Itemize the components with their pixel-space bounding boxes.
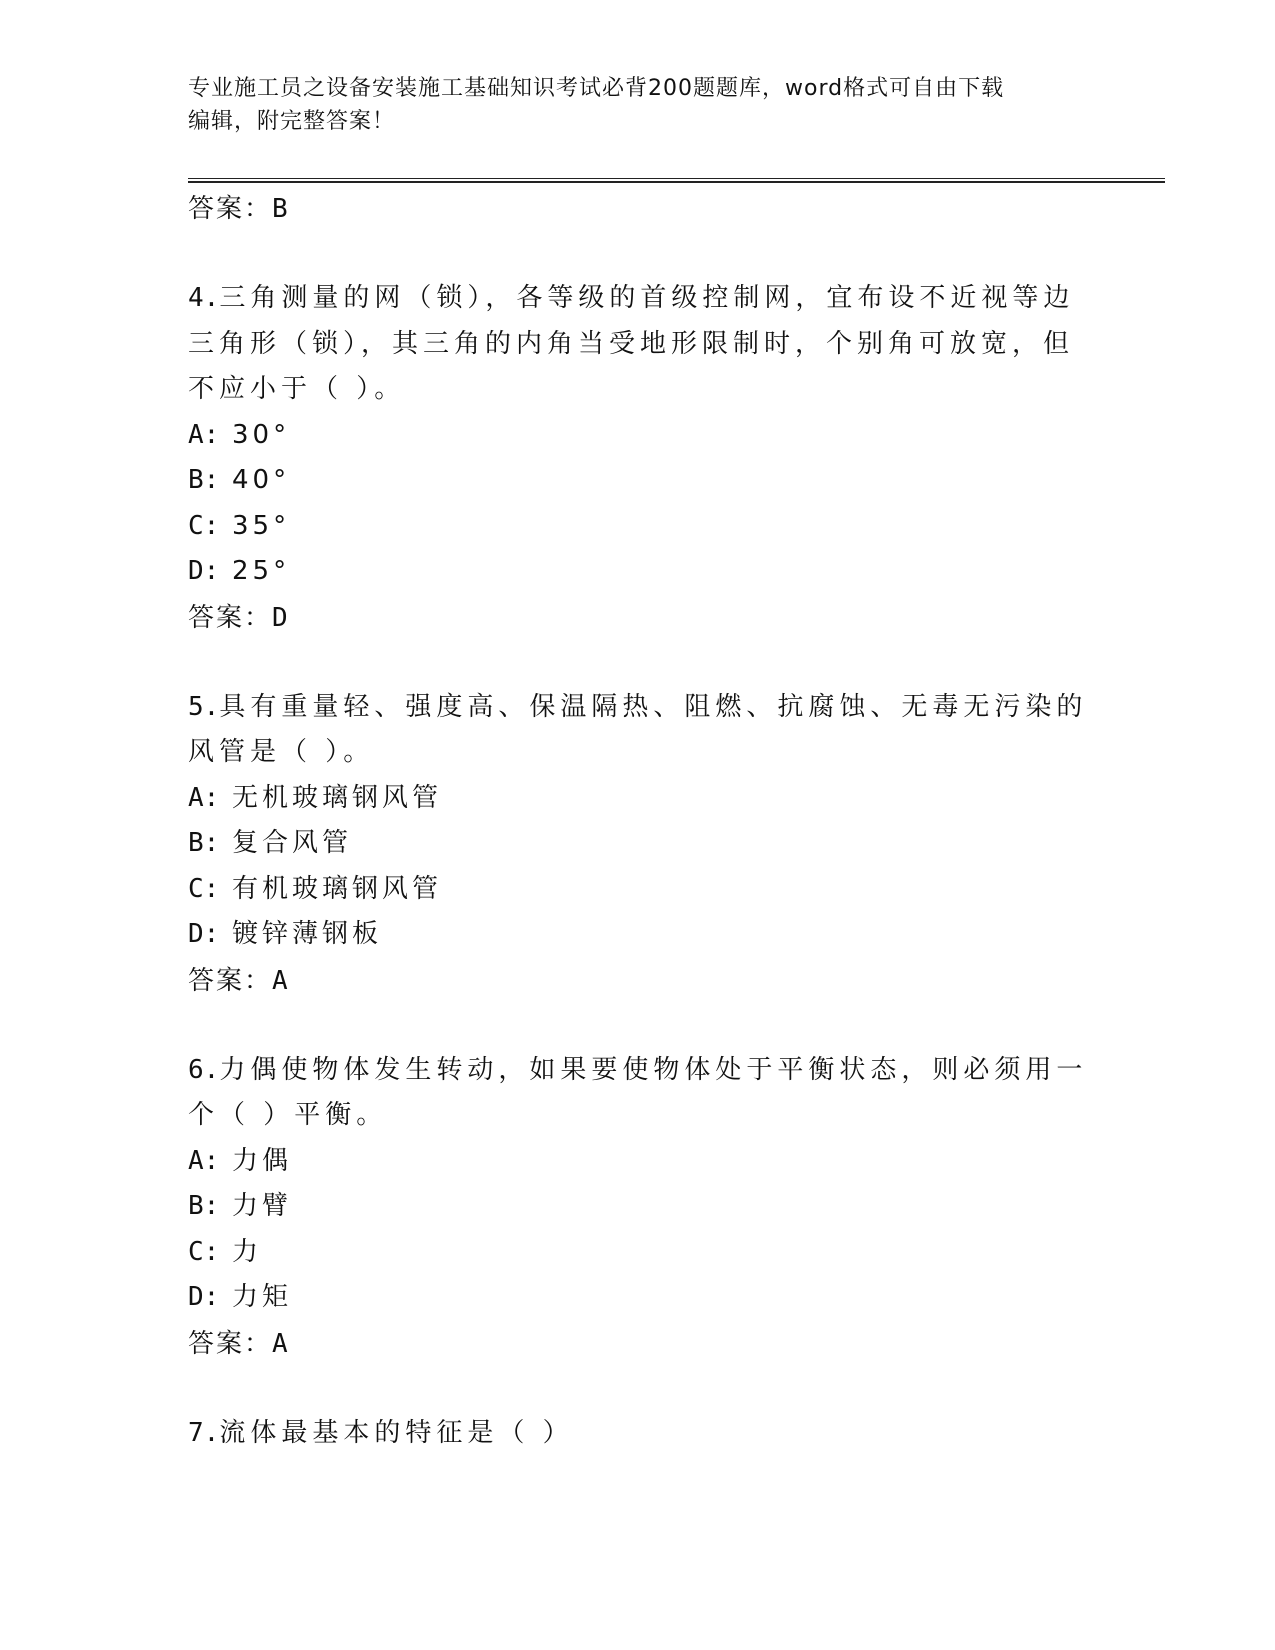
option-text: 力 [232,1236,263,1267]
question-number: 6. [188,1054,220,1085]
option-d [188,549,1088,595]
option-text: 无机玻璃钢风管 [232,782,443,813]
option-d [188,912,1088,958]
option-c [188,867,1088,913]
option-letter: B: [188,828,220,858]
option-a [188,413,1088,459]
option-letter: D: [188,556,220,586]
answer-label: 答案： [188,194,273,224]
answer-value: A [272,1328,290,1359]
question-item [188,276,1088,641]
option-d [188,1275,1088,1321]
option-a [188,1139,1088,1185]
answer-line [188,595,1088,641]
question-body: 三角测量的网（锁），各等级的首级控制网，宜布设不近视等边三角形（锁），其三角的内角当受地形限制时，个别角可放宽，但不应小于（ ）。 [188,283,1075,404]
option-letter: B: [188,465,220,495]
option-letter: C: [188,510,220,541]
question-text [188,1411,1088,1457]
option-c [188,1230,1088,1276]
question-text [188,685,1088,776]
option-text: 镀锌薄钢板 [232,919,383,949]
question-body: 具有重量轻、强度高、保温隔热、阻燃、抗腐蚀、无毒无污染的风管是（ ）。 [188,691,1088,767]
answer-value: A [272,965,290,996]
question-number: 4. [188,283,220,313]
question-text [188,1048,1088,1139]
option-b [188,1184,1088,1230]
page-header [188,72,1088,138]
option-letter: A: [188,1145,220,1176]
option-letter: D: [188,919,220,949]
option-text: 30° [232,419,291,450]
question-list [188,186,1088,1456]
option-text: 力臂 [232,1191,293,1221]
header-line-1: 专业施工员之设备安装施工基础知识考试必背200题题库，word格式可自由下载 [188,76,1005,101]
question-item [188,1411,1088,1457]
option-text: 40° [232,465,291,495]
question-number: 5. [188,691,220,722]
question-body: 力偶使物体发生转动，如果要使物体处于平衡状态，则必须用一个（ ）平衡。 [188,1054,1088,1130]
option-letter: A: [188,782,220,813]
header-divider [188,178,1165,183]
question-body: 流体最基本的特征是（ ） [219,1417,574,1448]
option-text: 复合风管 [232,828,353,858]
option-letter: B: [188,1191,220,1221]
question-text [188,276,1088,413]
answer-line [188,186,1088,232]
option-text: 力偶 [232,1145,293,1176]
option-a [188,776,1088,822]
question-item [188,1048,1088,1367]
option-letter: C: [188,873,220,904]
option-c [188,504,1088,550]
question-number: 7. [188,1417,220,1448]
option-letter: D: [188,1282,220,1312]
option-text: 25° [232,556,291,586]
option-b [188,458,1088,504]
option-text: 35° [232,510,291,541]
header-line-2: 编辑，附完整答案！ [188,109,396,134]
option-b [188,821,1088,867]
question-item [188,685,1088,1004]
option-letter: A: [188,419,220,450]
answer-label: 答案： [188,965,273,996]
answer-label: 答案： [188,1328,273,1359]
answer-label: 答案： [188,602,273,633]
answer-value: D [272,602,290,633]
option-letter: C: [188,1236,220,1267]
answer-line [188,958,1088,1004]
option-text: 有机玻璃钢风管 [232,873,443,904]
answer-line [188,1321,1088,1367]
option-text: 力矩 [232,1282,293,1312]
answer-value: B [272,194,290,224]
